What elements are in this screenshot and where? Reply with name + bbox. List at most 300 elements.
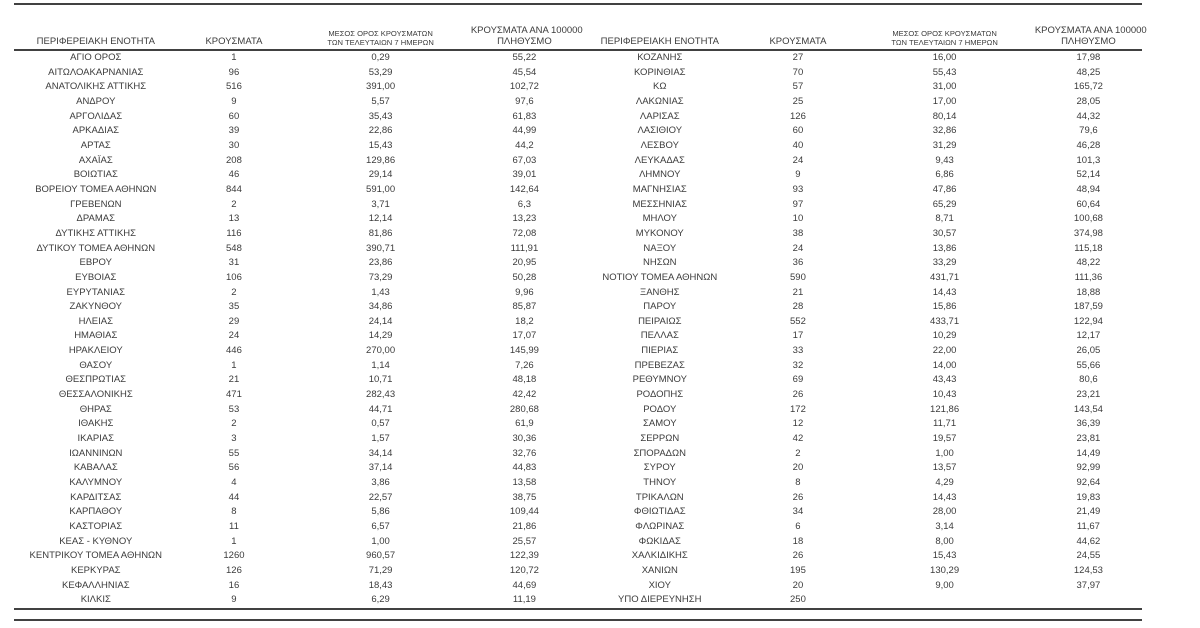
- avg7day-cell: 3,71: [371, 198, 390, 210]
- avg7day-cell: 28,00: [932, 506, 957, 518]
- table-row: [578, 198, 1142, 213]
- per100k-cell: 85,87: [512, 301, 537, 313]
- cases-cell: 3: [231, 433, 237, 445]
- table-row: [14, 300, 578, 315]
- region-cell: ΘΕΣΠΡΩΤΙΑΣ: [65, 374, 127, 386]
- per100k-cell: 61,9: [515, 418, 534, 430]
- per100k-cell: 21,86: [512, 521, 537, 532]
- cases-cell: 17: [792, 330, 804, 342]
- cases-cell: 46: [228, 169, 240, 181]
- cases-cell: 60: [228, 110, 240, 122]
- region-cell: ΕΥΡΥΤΑΝΙΑΣ: [66, 286, 126, 298]
- per100k-cell: 79,6: [1079, 125, 1098, 137]
- table-row: [14, 491, 578, 506]
- per100k-cell: 42,42: [512, 389, 537, 401]
- table-row: [578, 520, 1142, 535]
- region-cell: ΚΑΡΔΙΤΣΑΣ: [70, 491, 122, 503]
- avg7day-cell: 17,00: [932, 95, 957, 107]
- region-cell: ΦΛΩΡΙΝΑΣ: [635, 521, 685, 532]
- cases-cell: 39: [228, 125, 240, 137]
- avg7day-cell: 32,86: [932, 125, 957, 137]
- cases-cell: 844: [226, 183, 242, 195]
- table-row: [578, 476, 1142, 491]
- table-row: [14, 432, 578, 447]
- cases-cell: 8: [231, 506, 237, 518]
- cases-cell: 2: [231, 418, 237, 430]
- header-line: ΤΩΝ ΤΕΛΕΥΤΑΙΩΝ 7 ΗΜΕΡΩΝ: [327, 38, 434, 47]
- region-cell: ΡΟΔΟΥ: [643, 403, 677, 415]
- cases-table-left: [14, 20, 583, 610]
- per100k-cell: 32,76: [512, 447, 537, 459]
- per100k-cell: [1035, 593, 1142, 609]
- avg7day-cell: 433,71: [930, 315, 960, 327]
- cases-cell: 24: [792, 242, 804, 254]
- table-row: [14, 315, 578, 330]
- region-cell: ΦΩΚΙΔΑΣ: [638, 535, 681, 547]
- table-row: [578, 447, 1142, 462]
- avg7day-cell: 1,14: [371, 359, 390, 371]
- region-cell: ΝΗΣΩΝ: [642, 257, 677, 269]
- header-row: [14, 20, 578, 50]
- cases-cell: 8: [795, 477, 801, 489]
- cases-cell: 26: [792, 491, 804, 503]
- cases-cell: 29: [228, 315, 240, 327]
- avg7day-cell: 431,71: [930, 271, 960, 283]
- cases-cell: 42: [792, 433, 804, 445]
- cases-tables: [14, 20, 1147, 610]
- avg7day-cell: 282,43: [366, 389, 396, 401]
- per100k-cell: 44,69: [512, 579, 537, 591]
- cases-cell: 590: [790, 271, 806, 283]
- region-cell: ΘΑΣΟΥ: [79, 359, 113, 371]
- region-cell: ΛΕΥΚΑΔΑΣ: [634, 154, 685, 166]
- region-cell: ΔΡΑΜΑΣ: [76, 213, 115, 225]
- table-header: [578, 20, 1147, 50]
- table-row: [578, 242, 1142, 257]
- table-row: [578, 227, 1142, 242]
- per100k-cell: 13,58: [512, 477, 537, 489]
- table-row: [14, 549, 578, 564]
- cases-cell: 55: [228, 447, 240, 459]
- cases-cell: 26: [792, 550, 804, 562]
- table-row: [14, 359, 578, 374]
- region-cell: ΙΚΑΡΙΑΣ: [77, 433, 115, 445]
- region-cell: ΚΙΛΚΙΣ: [80, 594, 111, 606]
- per100k-cell: 111,36: [1074, 271, 1103, 283]
- per100k-cell: 122,39: [509, 550, 539, 562]
- region-column-header: [578, 20, 742, 50]
- avg7day-cell: 121,86: [930, 403, 960, 415]
- bottom-rule: [14, 619, 1142, 621]
- avg7day-cell: 34,14: [368, 447, 393, 459]
- avg7day-cell: 10,29: [932, 330, 957, 342]
- per100k-cell: 30,36: [512, 433, 537, 445]
- avg7day-cell: 5,57: [371, 95, 390, 107]
- avg7day-cell: 5,86: [371, 506, 390, 518]
- per100k-cell: 25,57: [512, 535, 537, 547]
- region-cell: ΛΑΣΙΘΙΟΥ: [637, 125, 683, 137]
- per100k-cell: 13,23: [512, 213, 537, 225]
- cases-cell: 33: [792, 345, 804, 357]
- cases-cell: 40: [792, 139, 804, 151]
- cases-table-right: [578, 20, 1147, 610]
- table-row: [578, 50, 1142, 66]
- avg7day-cell: 19,57: [932, 433, 957, 445]
- per100k-cell: 100,68: [1073, 213, 1103, 225]
- per100k-cell: 48,22: [1076, 257, 1101, 269]
- region-cell: ΡΟΔΟΠΗΣ: [636, 389, 684, 401]
- region-cell: ΣΥΡΟΥ: [643, 462, 676, 474]
- per100k-cell: 11,67: [1076, 521, 1100, 532]
- table-row: [578, 271, 1142, 286]
- region-cell: ΛΗΜΝΟΥ: [639, 169, 681, 181]
- cases-cell: 548: [226, 242, 242, 254]
- region-cell: ΑΝΑΤΟΛΙΚΗΣ ΑΤΤΙΚΗΣ: [45, 81, 147, 93]
- avg7day-cell: 53,29: [368, 66, 393, 78]
- cases-cell: 21: [228, 374, 240, 386]
- cases-cell: 31: [228, 257, 240, 269]
- cases-cell: 2: [231, 198, 237, 210]
- avg7day-cell: 15,86: [932, 301, 957, 313]
- cases-column-header: [742, 20, 855, 50]
- table-row: [14, 535, 578, 550]
- region-cell: ΘΗΡΑΣ: [79, 403, 112, 415]
- region-cell: ΞΑΝΘΗΣ: [640, 286, 680, 298]
- region-cell: ΝΑΞΟΥ: [643, 242, 677, 254]
- table-row: [14, 212, 578, 227]
- avg7day-cell: 47,86: [932, 183, 957, 195]
- table-row: [578, 359, 1142, 374]
- table-row: [578, 505, 1142, 520]
- per100k-cell: 46,28: [1076, 139, 1101, 151]
- table-row: [578, 300, 1142, 315]
- per100k-cell: 187,59: [1073, 301, 1103, 313]
- avg7day-cell: 12,14: [368, 213, 393, 225]
- header-line: ΤΩΝ ΤΕΛΕΥΤΑΙΩΝ 7 ΗΜΕΡΩΝ: [891, 38, 998, 47]
- region-column-header: [14, 20, 178, 50]
- table-row: [14, 344, 578, 359]
- region-cell: ΖΑΚΥΝΘΟΥ: [69, 301, 123, 313]
- table-row: [578, 95, 1142, 110]
- cases-cell: 13: [228, 213, 240, 225]
- per100k-cell: 12,17: [1076, 330, 1101, 342]
- per100k-cell: 38,75: [512, 491, 537, 503]
- region-cell: ΛΑΚΩΝΙΑΣ: [635, 95, 684, 107]
- per100k-cell: 18,88: [1076, 286, 1101, 298]
- region-cell: ΔΥΤΙΚΟΥ ΤΟΜΕΑ ΑΘΗΝΩΝ: [36, 242, 156, 254]
- header-line: ΠΛΗΘΥΣΜΟ: [1061, 35, 1116, 47]
- table-row: [14, 476, 578, 491]
- region-cell: ΧΙΟΥ: [648, 579, 671, 591]
- cases-cell: 57: [792, 81, 804, 93]
- table-row: [578, 593, 1142, 609]
- region-cell: ΒΟΙΩΤΙΑΣ: [73, 169, 118, 181]
- avg7day-cell: 0,29: [371, 52, 390, 63]
- cases-cell: 28: [792, 301, 804, 313]
- avg7day-cell: 18,43: [368, 579, 393, 591]
- avg7day-cell: 31,00: [932, 81, 957, 93]
- cases-cell: 96: [228, 66, 240, 78]
- table-row: [578, 110, 1142, 125]
- table-row: [14, 286, 578, 301]
- cases-cell: 56: [228, 462, 240, 474]
- avg7day-cell: 65,29: [932, 198, 957, 210]
- table-body: [14, 50, 578, 609]
- cases-cell: 250: [790, 594, 806, 606]
- cases-cell: 16: [228, 579, 240, 591]
- region-cell: ΑΙΤΩΛΟΑΚΑΡΝΑΝΙΑΣ: [48, 66, 144, 78]
- per100k-cell: 44,62: [1076, 535, 1101, 547]
- per100k-cell: 37,97: [1076, 579, 1101, 591]
- cases-column-header: [178, 20, 291, 50]
- region-cell: ΦΘΙΩΤΙΔΑΣ: [633, 506, 686, 518]
- avg7day-cell: 10,71: [368, 374, 393, 386]
- table-row: [578, 286, 1142, 301]
- cases-cell: 34: [792, 506, 804, 518]
- table-row: [578, 344, 1142, 359]
- cases-cell: 18: [792, 535, 804, 547]
- cases-cell: 24: [228, 330, 240, 342]
- per100k-cell: 61,83: [512, 110, 537, 122]
- per100k-cell: 44,83: [512, 462, 537, 474]
- per100k-cell: 374,98: [1073, 227, 1103, 239]
- per100k-column-header: [470, 20, 583, 50]
- cases-cell: 1260: [223, 550, 245, 562]
- table-row: [14, 110, 578, 125]
- per100k-cell: 145,99: [509, 345, 539, 357]
- region-cell: ΡΕΘΥΜΝΟΥ: [632, 374, 687, 386]
- per100k-cell: 6,3: [517, 198, 532, 210]
- table-row: [14, 403, 578, 418]
- table-row: [14, 139, 578, 154]
- table-row: [14, 461, 578, 476]
- cases-cell: 1: [231, 52, 237, 63]
- per100k-column-header: [1034, 20, 1147, 50]
- cases-cell: 2: [231, 286, 237, 298]
- table-row: [14, 417, 578, 432]
- per100k-cell: 115,18: [1074, 242, 1103, 254]
- region-cell: ΧΑΝΙΩΝ: [641, 564, 678, 576]
- region-cell: ΣΑΜΟΥ: [643, 418, 677, 430]
- per100k-cell: 23,21: [1076, 389, 1101, 401]
- region-cell: ΚΑΡΠΑΘΟΥ: [69, 506, 123, 518]
- table-row: [578, 256, 1142, 271]
- avg7day-cell: 0,57: [371, 418, 390, 430]
- per100k-cell: 142,64: [509, 183, 539, 195]
- table-row: [14, 154, 578, 169]
- region-cell: ΘΕΣΣΑΛΟΝΙΚΗΣ: [58, 389, 133, 401]
- avg7day-cell: 4,29: [935, 477, 954, 489]
- table-row: [578, 417, 1142, 432]
- per100k-cell: 280,68: [509, 403, 539, 415]
- avg7day-cell: 6,57: [371, 521, 390, 532]
- avg7day-cell: 390,71: [366, 242, 396, 254]
- avg7day-cell: 23,86: [368, 257, 393, 269]
- per100k-cell: 80,6: [1079, 374, 1098, 386]
- avg7day-cell: 15,43: [368, 139, 393, 151]
- table-row: [578, 124, 1142, 139]
- per100k-cell: 23,81: [1076, 433, 1101, 445]
- avg7day-cell: 129,86: [366, 154, 396, 166]
- region-cell: ΜΑΓΝΗΣΙΑΣ: [632, 183, 687, 195]
- region-cell: ΕΥΒΟΙΑΣ: [75, 271, 117, 283]
- cases-cell: 69: [792, 374, 804, 386]
- table-row: [14, 168, 578, 183]
- table-row: [578, 183, 1142, 198]
- table-body: [578, 50, 1142, 609]
- cases-cell: 1: [231, 359, 237, 371]
- cases-cell: 172: [790, 403, 806, 415]
- cases-cell: 6: [795, 521, 801, 532]
- table-row: [14, 373, 578, 388]
- header-line: ΠΕΡΙΦΕΡΕΙΑΚΗ ΕΝΟΤΗΤΑ: [36, 35, 155, 47]
- region-cell: ΚΟΡΙΝΘΙΑΣ: [634, 66, 686, 78]
- per100k-cell: 48,18: [512, 374, 537, 386]
- region-cell: ΚΕΡΚΥΡΑΣ: [71, 564, 121, 576]
- cases-cell: 35: [228, 301, 240, 313]
- avg7day-cell: 6,86: [935, 169, 954, 181]
- per100k-cell: 111,91: [510, 242, 539, 254]
- header-line: ΚΡΟΥΣΜΑΤΑ ΑΝΑ 100000: [470, 25, 583, 36]
- table-row: [578, 403, 1142, 418]
- per100k-cell: 24,55: [1076, 550, 1101, 562]
- region-cell: ΒΟΡΕΙΟΥ ΤΟΜΕΑ ΑΘΗΝΩΝ: [35, 183, 157, 195]
- cases-cell: 9: [231, 95, 237, 107]
- avg7day-cell: 34,86: [368, 301, 393, 313]
- per100k-cell: 45,54: [512, 66, 537, 78]
- table-row: [14, 505, 578, 520]
- table-row: [578, 491, 1142, 506]
- avg7day-cell: 1,00: [371, 535, 390, 547]
- region-cell: ΣΠΟΡΑΔΩΝ: [633, 447, 686, 459]
- table-row: [14, 329, 578, 344]
- cases-cell: 1: [231, 535, 237, 547]
- table-row: [14, 80, 578, 95]
- avg7day-cell: 29,14: [368, 169, 393, 181]
- avg7day-cell: 16,00: [932, 52, 957, 63]
- table-row: [14, 95, 578, 110]
- table-row: [14, 564, 578, 579]
- region-cell: ΝΟΤΙΟΥ ΤΟΜΕΑ ΑΘΗΝΩΝ: [602, 271, 718, 283]
- avg7day-column-header: [290, 20, 470, 50]
- table-header: [14, 20, 583, 50]
- per100k-cell: 60,64: [1076, 198, 1101, 210]
- avg7day-cell: 22,86: [368, 125, 393, 137]
- table-row: [578, 461, 1142, 476]
- avg7day-cell: 37,14: [368, 462, 393, 474]
- table-row: [14, 50, 578, 66]
- region-cell: ΚΕΦΑΛΛΗΝΙΑΣ: [61, 579, 130, 591]
- per100k-cell: 44,2: [515, 139, 534, 151]
- region-cell: ΚΩ: [653, 81, 667, 93]
- table-row: [14, 124, 578, 139]
- avg7day-cell: 270,00: [366, 345, 396, 357]
- region-cell: ΚΑΛΥΜΝΟΥ: [69, 477, 123, 489]
- region-cell: ΤΗΝΟΥ: [643, 477, 677, 489]
- table-row: [14, 198, 578, 213]
- cases-cell: 471: [226, 389, 242, 401]
- per100k-cell: 109,44: [509, 506, 539, 518]
- table-row: [14, 256, 578, 271]
- cases-cell: 20: [792, 462, 804, 474]
- cases-cell: 116: [226, 227, 242, 239]
- cases-cell: 446: [226, 345, 242, 357]
- cases-cell: 25: [792, 95, 804, 107]
- region-cell: ΠΙΕΡΙΑΣ: [641, 345, 679, 357]
- cases-cell: 126: [790, 110, 806, 122]
- avg7day-cell: 1,00: [935, 447, 954, 459]
- per100k-cell: 55,22: [512, 52, 537, 63]
- table-row: [578, 388, 1142, 403]
- region-cell: ΜΗΛΟΥ: [642, 213, 677, 225]
- avg7day-cell: 43,43: [932, 374, 957, 386]
- region-cell: ΜΥΚΟΝΟΥ: [635, 227, 684, 239]
- region-cell: ΠΕΙΡΑΙΩΣ: [638, 315, 682, 327]
- table-row: [578, 154, 1142, 169]
- region-cell: ΚΟΖΑΝΗΣ: [637, 52, 683, 63]
- cases-cell: 53: [228, 403, 240, 415]
- header-line: ΜΕΣΟΣ ΟΡΟΣ ΚΡΟΥΣΜΑΤΩΝ: [892, 29, 997, 38]
- cases-cell: 97: [792, 198, 804, 210]
- cases-cell: 106: [226, 271, 242, 283]
- table-row: [578, 66, 1142, 81]
- avg7day-cell: 22,57: [368, 491, 393, 503]
- table-row: [14, 66, 578, 81]
- cases-cell: 30: [228, 139, 240, 151]
- cases-cell: 4: [231, 477, 237, 489]
- cases-cell: 60: [792, 125, 804, 137]
- per100k-cell: 122,94: [1073, 315, 1103, 327]
- cases-cell: 21: [792, 286, 804, 298]
- avg7day-cell: 960,57: [366, 550, 396, 562]
- avg7day-cell: 1,43: [371, 286, 390, 298]
- per100k-cell: 52,14: [1076, 169, 1101, 181]
- avg7day-cell: 10,43: [932, 389, 957, 401]
- avg7day-cell: 73,29: [368, 271, 393, 283]
- per100k-cell: 48,25: [1076, 66, 1101, 78]
- avg7day-cell: 3,14: [935, 521, 954, 532]
- cases-cell: 32: [792, 359, 804, 371]
- cases-cell: 208: [226, 154, 242, 166]
- per100k-cell: 67,03: [512, 154, 537, 166]
- per100k-cell: 101,3: [1076, 154, 1101, 166]
- table-row: [578, 564, 1142, 579]
- per100k-cell: 20,95: [512, 257, 537, 269]
- avg7day-cell: 8,71: [935, 213, 954, 225]
- avg7day-cell: 71,29: [368, 564, 393, 576]
- avg7day-cell: 391,00: [366, 81, 396, 93]
- per100k-cell: 19,83: [1076, 491, 1101, 503]
- per100k-cell: 11,19: [512, 594, 536, 606]
- avg7day-cell: 33,29: [932, 257, 957, 269]
- region-cell: ΑΡΤΑΣ: [80, 139, 111, 151]
- table-row: [578, 80, 1142, 95]
- header-line: ΠΛΗΘΥΣΜΟ: [497, 35, 552, 47]
- table-row: [578, 212, 1142, 227]
- region-cell: ΓΡΕΒΕΝΩΝ: [70, 198, 122, 210]
- region-cell: ΧΑΛΚΙΔΙΚΗΣ: [631, 550, 688, 562]
- per100k-cell: 97,6: [515, 95, 534, 107]
- avg7day-cell: 9,00: [935, 579, 954, 591]
- region-cell: ΑΝΔΡΟΥ: [76, 95, 116, 107]
- avg7day-cell: [854, 593, 1034, 609]
- region-cell: ΙΩΑΝΝΙΝΩΝ: [69, 447, 123, 459]
- avg7day-cell: 24,14: [368, 315, 393, 327]
- region-cell: ΗΛΕΙΑΣ: [78, 315, 113, 327]
- header-line: ΚΡΟΥΣΜΑΤΑ: [205, 35, 263, 47]
- region-cell: ΣΕΡΡΩΝ: [640, 433, 680, 445]
- region-cell: ΠΕΛΛΑΣ: [640, 330, 679, 342]
